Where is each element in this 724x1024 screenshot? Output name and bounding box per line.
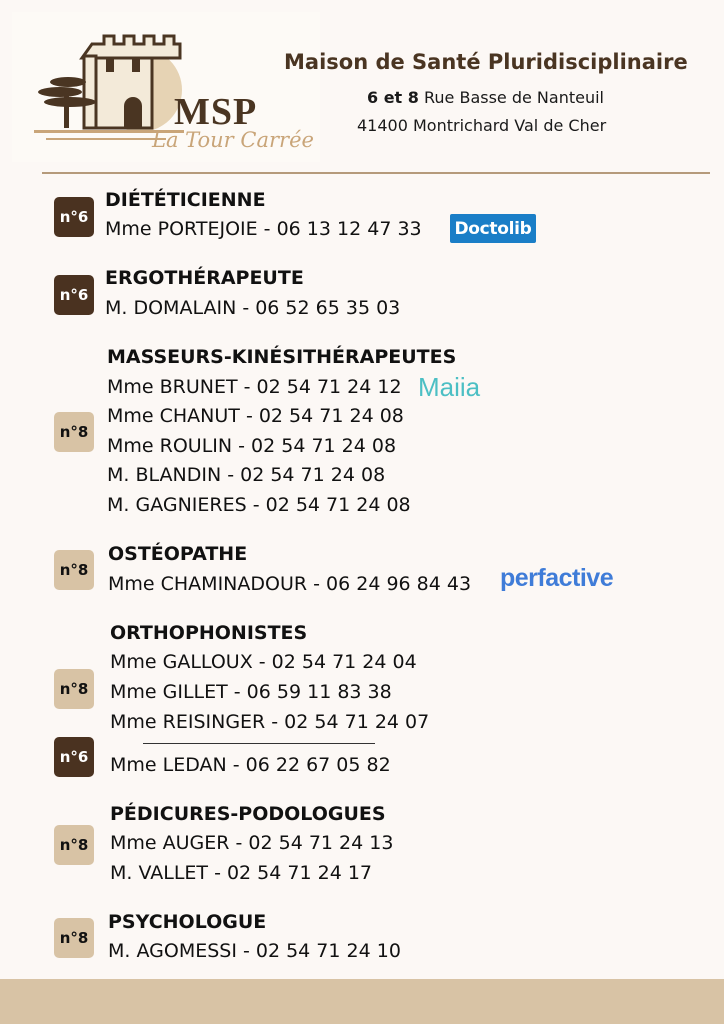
contact-line: Mme ROULIN - 02 54 71 24 08: [107, 435, 397, 457]
logo-abbr: MSP: [174, 91, 258, 133]
contact-line: M. GAGNIERES - 02 54 71 24 08: [107, 494, 411, 516]
office-badge: n°8: [54, 918, 94, 958]
section-title-osteopathe: OSTÉOPATHE: [108, 543, 248, 565]
contact-line: M. DOMALAIN - 06 52 65 35 03: [105, 297, 401, 319]
maiia-link[interactable]: Maiia: [418, 372, 481, 402]
office-badge: n°8: [54, 550, 94, 590]
contact-line: Mme GALLOUX - 02 54 71 24 04: [110, 651, 417, 673]
address-city: 41400 Montrichard Val de Cher: [357, 116, 607, 135]
contact-line: M. VALLET - 02 54 71 24 17: [110, 862, 373, 884]
contact-line: Mme BRUNET - 02 54 71 24 12: [107, 376, 402, 398]
separator-line: [143, 743, 375, 744]
office-badge: n°8: [54, 825, 94, 865]
office-badge: n°8: [54, 412, 94, 452]
office-badge: n°6: [54, 275, 94, 315]
footer-band: [0, 979, 724, 1024]
doctolib-link[interactable]: Doctolib: [450, 214, 536, 243]
logo-name: La Tour Carrée: [152, 128, 314, 152]
header-divider: [42, 172, 710, 174]
section-title-psychologue: PSYCHOLOGUE: [108, 911, 267, 933]
contact-line: M. AGOMESSI - 02 54 71 24 10: [108, 940, 401, 962]
contact-line: Mme GILLET - 06 59 11 83 38: [110, 681, 392, 703]
section-title-dieteticienne: DIÉTÉTICIENNE: [105, 189, 266, 211]
contact-line: Mme PORTEJOIE - 06 13 12 47 33: [105, 218, 422, 240]
section-title-ergotherapeute: ERGOTHÉRAPEUTE: [105, 267, 304, 289]
contact-line: Mme CHAMINADOUR - 06 24 96 84 43: [108, 573, 472, 595]
address-street: Rue Basse de Nanteuil: [418, 88, 604, 107]
office-badge: n°8: [54, 669, 94, 709]
office-badge: n°6: [54, 737, 94, 777]
page-title: Maison de Santé Pluridisciplinaire: [284, 50, 688, 74]
contact-line: Mme REISINGER - 02 54 71 24 07: [110, 711, 430, 733]
address-street-line: [367, 88, 604, 107]
contact-line: Mme LEDAN - 06 22 67 05 82: [110, 754, 391, 776]
section-title-podologues: PÉDICURES-PODOLOGUES: [110, 803, 386, 825]
address-number: 6 et 8: [367, 88, 419, 107]
office-badge: n°6: [54, 197, 94, 237]
perfactive-link[interactable]: perfactive: [500, 564, 614, 592]
contact-line: Mme CHANUT - 02 54 71 24 08: [107, 405, 404, 427]
section-title-kine: MASSEURS-KINÉSITHÉRAPEUTES: [107, 346, 457, 368]
contact-line: Mme AUGER - 02 54 71 24 13: [110, 832, 394, 854]
section-title-orthophonistes: ORTHOPHONISTES: [110, 622, 308, 644]
contact-line: M. BLANDIN - 02 54 71 24 08: [107, 464, 386, 486]
